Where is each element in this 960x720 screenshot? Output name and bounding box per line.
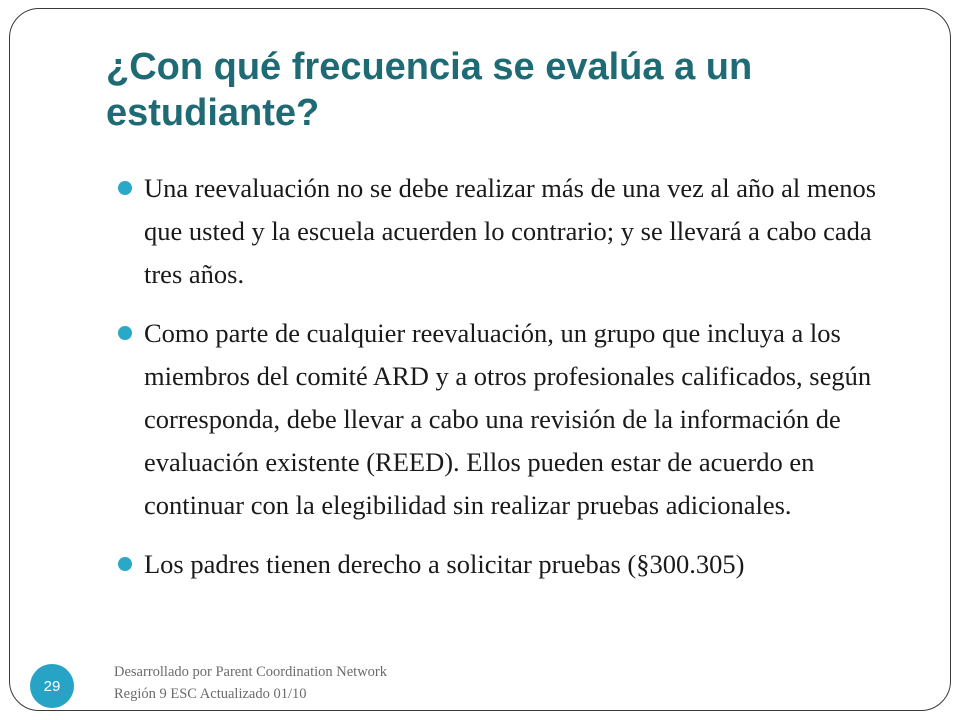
slide-title: ¿Con qué frecuencia se evalúa a un estudiante?	[106, 46, 753, 134]
bullet-text: Una reevaluación no se debe realizar más de una vez al año al menos que usted y la escuela acuerden lo contrario; y se llevará a cabo cada tres años.	[144, 173, 877, 289]
bullet-list	[118, 167, 878, 602]
footer-line-1: Desarrollado por Parent Coordination Network	[114, 664, 388, 680]
footer-line-2: Región 9 ESC Actualizado 01/10	[114, 686, 307, 702]
bullet-icon	[118, 557, 132, 571]
bullet-text: Como parte de cualquier reevaluación, un grupo que incluya a los miembros del comité ARD y a otros profesionales calificados, según corresponda, debe llevar a cabo una revisión de la información de evaluación existente (REED). Ellos pueden estar de acuerdo en continuar con la elegibilidad sin realizar pruebas adicionales.	[144, 318, 872, 520]
bullet-icon	[118, 326, 132, 340]
slide-frame	[9, 8, 951, 711]
page-number-badge: 29	[30, 664, 74, 708]
footer-credits	[114, 661, 387, 705]
list-item	[118, 167, 878, 296]
list-item	[118, 543, 878, 586]
list-item	[118, 312, 878, 527]
bullet-icon	[118, 181, 132, 195]
bullet-text: Los padres tienen derecho a solicitar pruebas (§300.305)	[144, 549, 745, 579]
